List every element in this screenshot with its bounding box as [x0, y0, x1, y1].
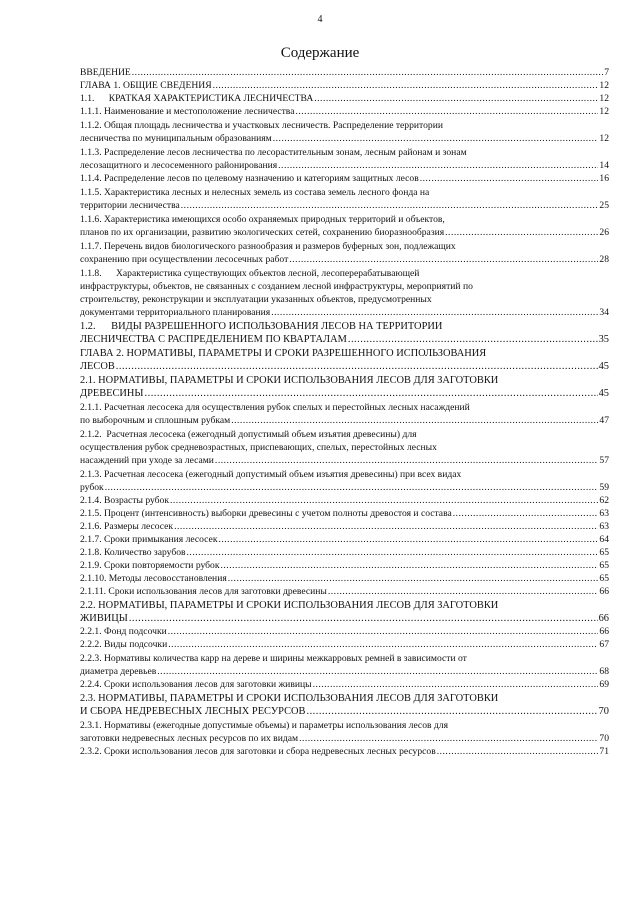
toc-entry-title: лесозащитного и лесосеменного районирования [80, 160, 278, 171]
toc-entry[interactable] [80, 625, 609, 638]
toc-entry-text: 1.1.7. Перечень видов биологического разнообразия и размеров буферных зон, подлежащих [80, 241, 456, 252]
toc-entry[interactable] [80, 507, 609, 520]
toc-entry-text: 1.1.2. Общая площадь лесничества и участковых лесничеств. Распределение территории [80, 120, 443, 131]
dot-leader [313, 678, 599, 691]
dot-leader [278, 159, 598, 172]
toc-entry-text: 2.3. НОРМАТИВЫ, ПАРАМЕТРЫ И СРОКИ ИСПОЛЬЗОВАНИЯ ЛЕСОВ ДЛЯ ЗАГОТОВКИ [80, 693, 499, 704]
dot-leader [420, 172, 599, 185]
toc-entry-title: ДРЕВЕСИНЫ [80, 388, 144, 399]
toc-entry[interactable] [80, 652, 609, 678]
toc-page-number: 68 [599, 666, 609, 677]
toc-page-number: 71 [599, 746, 609, 757]
toc-entry[interactable] [80, 119, 609, 145]
toc-entry-title: И СБОРА НЕДРЕВЕСНЫХ ЛЕСНЫХ РЕСУРСОВ [80, 706, 306, 717]
toc-entry-text: 1.1.5. Характеристика лесных и нелесных земель из состава земель лесного фонда на [80, 187, 430, 198]
toc-entry-text: 2.2.3. Нормативы количества карр на дереве и ширины межкарровых ремней в зависимости от [80, 653, 467, 664]
dot-leader [231, 414, 598, 427]
toc-entry-title: ГЛАВА 1. ОБЩИЕ СВЕДЕНИЯ [80, 80, 212, 91]
toc-entry-title: заготовки недревесных лесных ресурсов по их видам [80, 733, 299, 744]
toc-entry-title: по выборочным и сплошным рубкам [80, 415, 231, 426]
toc-entry-text: 2.1.2. Расчетная лесосека (ежегодный допустимый объем изъятия древесины) для [80, 429, 417, 440]
toc-page-number: 63 [599, 508, 609, 519]
toc-page-number: 12 [599, 80, 609, 91]
toc-entry-title: ЛЕСНИЧЕСТВА С РАСПРЕДЕЛЕНИЕМ ПО КВАРТАЛАМ [80, 334, 347, 345]
toc-entry-title: 2.1.4. Возрасты рубок [80, 495, 169, 506]
toc-entry[interactable] [80, 745, 609, 758]
toc-page-number: 25 [599, 200, 609, 211]
toc-entry[interactable] [80, 105, 609, 118]
dot-leader [221, 559, 599, 572]
toc-entry[interactable] [80, 572, 609, 585]
toc-entry-title: сохранению при осуществлении лесосечных работ [80, 254, 289, 265]
toc-page-number: 16 [599, 173, 609, 184]
dot-leader [289, 253, 598, 266]
toc-page-number: 12 [599, 133, 609, 144]
toc-page-number: 7 [604, 67, 609, 78]
toc-page-number: 57 [599, 455, 609, 466]
toc-entry-title: территории лесничества [80, 200, 180, 211]
toc-entry-text: 2.2. НОРМАТИВЫ, ПАРАМЕТРЫ И СРОКИ ИСПОЛЬЗОВАНИЯ ЛЕСОВ ДЛЯ ЗАГОТОВКИ [80, 600, 499, 611]
toc-page-number: 47 [599, 415, 609, 426]
dot-leader [213, 79, 599, 92]
toc-entry[interactable] [80, 546, 609, 559]
toc-page-number: 35 [598, 334, 609, 345]
toc-entry-text: 2.3.1. Нормативы (ежегодные допустимые объемы) и параметры использования лесов для [80, 720, 449, 731]
dot-leader [348, 333, 598, 346]
dot-leader [168, 638, 598, 651]
toc-page-number: 65 [599, 560, 609, 571]
toc-entry-title: диаметра деревьев [80, 666, 157, 677]
dot-leader [328, 585, 599, 598]
toc-entry-title: 2.1.8. Количество зарубов [80, 547, 186, 558]
toc-entry-title: ВВЕДЕНИЕ [80, 67, 131, 78]
toc-entry-title: 2.1.9. Сроки повторяемости рубок [80, 560, 220, 571]
toc-page-number: 34 [599, 307, 609, 318]
toc-page-number: 45 [598, 388, 609, 399]
toc-entry[interactable] [80, 468, 609, 494]
toc-entry[interactable] [80, 494, 609, 507]
dot-leader [271, 306, 598, 319]
dot-leader [116, 360, 598, 373]
toc-page-number: 62 [599, 495, 609, 506]
toc-entry-text: 2.1.3. Расчетная лесосека (ежегодный допустимый объем изъятия древесины) при всех видах [80, 469, 462, 480]
toc-entry[interactable] [80, 520, 609, 533]
toc-entry[interactable] [80, 638, 609, 651]
toc-entry[interactable] [80, 678, 609, 691]
toc-entry[interactable] [80, 401, 609, 427]
toc-entry-title: 2.2.1. Фонд подсочки [80, 626, 167, 637]
toc-page-number: 45 [598, 361, 609, 372]
toc-page-number: 26 [599, 227, 609, 238]
dot-leader [181, 199, 599, 212]
toc-entry-text: 2.1.1. Расчетная лесосека для осуществления рубок спелых и перестойных лесных насаждений [80, 402, 470, 413]
dot-leader [170, 494, 598, 507]
table-of-contents [80, 66, 609, 758]
toc-entry[interactable] [80, 692, 609, 718]
dot-leader [445, 226, 598, 239]
dot-leader [129, 612, 598, 625]
toc-entry-title: 2.1.11. Сроки использования лесов для заготовки древесины [80, 586, 327, 597]
dot-leader [132, 66, 603, 79]
toc-page-number: 70 [598, 706, 609, 717]
dot-leader [215, 454, 598, 467]
toc-entry-title: 2.2.4. Сроки использования лесов для заготовки живицы [80, 679, 312, 690]
toc-entry[interactable] [80, 533, 609, 546]
toc-page-number: 12 [599, 93, 609, 104]
toc-entry-title: 1.1.1. Наименование и местоположение лесничества [80, 106, 295, 117]
toc-entry-title: документами территориального планирования [80, 307, 271, 318]
toc-page-number: 66 [599, 586, 609, 597]
toc-entry[interactable] [80, 347, 609, 373]
toc-entry[interactable] [80, 240, 609, 266]
dot-leader [105, 481, 599, 494]
toc-entry[interactable] [80, 320, 609, 346]
dot-leader [145, 387, 598, 400]
toc-page-number: 69 [599, 679, 609, 690]
toc-page-number: 63 [599, 521, 609, 532]
toc-entry[interactable] [80, 559, 609, 572]
toc-entry-title: 1.1.4. Распределение лесов по целевому назначению и категориям защитных лесов [80, 173, 419, 184]
toc-entry-text: 1.1.8. Характеристика существующих объектов лесной, лесоперерабатывающей [80, 268, 420, 279]
toc-entry[interactable] [80, 92, 609, 105]
toc-entry[interactable] [80, 267, 609, 319]
toc-page-number: 70 [599, 733, 609, 744]
toc-entry-text: осуществления рубок средневозрастных, приспевающих, спелых, перестойных лесных [80, 442, 437, 453]
dot-leader [299, 732, 598, 745]
dot-leader [174, 520, 598, 533]
toc-entry[interactable] [80, 186, 609, 212]
toc-entry-text: 1.2. ВИДЫ РАЗРЕШЕННОГО ИСПОЛЬЗОВАНИЯ ЛЕСОВ НА ТЕРРИТОРИИ [80, 321, 443, 332]
toc-page-number: 66 [598, 613, 609, 624]
toc-entry[interactable] [80, 374, 609, 400]
dot-leader [437, 745, 599, 758]
dot-leader [314, 92, 598, 105]
toc-entry-title: 2.1.5. Процент (интенсивность) выборки древесины с учетом полноты древостоя и состава [80, 508, 452, 519]
toc-entry-title: 2.1.6. Размеры лесосек [80, 521, 174, 532]
toc-entry-text: 1.1.6. Характеристика имеющихся особо охраняемых природных территорий и объектов, [80, 214, 445, 225]
dot-leader [218, 533, 598, 546]
toc-entry-title: 2.1.7. Сроки примыкания лесосек [80, 534, 218, 545]
toc-entry[interactable] [80, 719, 609, 745]
toc-entry-text: ГЛАВА 2. НОРМАТИВЫ, ПАРАМЕТРЫ И СРОКИ РАЗРЕШЕННОГО ИСПОЛЬЗОВАНИЯ [80, 348, 487, 359]
toc-entry-text: 2.1. НОРМАТИВЫ, ПАРАМЕТРЫ И СРОКИ ИСПОЛЬЗОВАНИЯ ЛЕСОВ ДЛЯ ЗАГОТОВКИ [80, 375, 499, 386]
toc-page-number: 28 [599, 254, 609, 265]
dot-leader [306, 705, 597, 718]
toc-page-number: 59 [599, 482, 609, 493]
toc-entry-text: 1.1.3. Распределение лесов лесничества по лесорастительным зонам, лесным районам и зонам [80, 147, 467, 158]
toc-entry[interactable] [80, 599, 609, 625]
toc-page-number: 14 [599, 160, 609, 171]
toc-entry-title: 2.2.2. Виды подсочки [80, 639, 168, 650]
page-number: 4 [317, 14, 323, 25]
toc-title: Содержание [280, 45, 360, 61]
toc-entry-title: планов по их организации, развитию экологических сетей, сохранению биоразнообразия [80, 227, 445, 238]
toc-entry[interactable] [80, 79, 609, 92]
dot-leader [453, 507, 599, 520]
toc-entry-title: 1.1. КРАТКАЯ ХАРАКТЕРИСТИКА ЛЕСНИЧЕСТВА [80, 93, 314, 104]
toc-entry[interactable] [80, 213, 609, 239]
toc-entry-title: ЛЕСОВ [80, 361, 115, 372]
toc-entry-text: инфраструктуры, объектов, не связанных с созданием лесной инфраструктуры, мероприятий по [80, 281, 473, 292]
dot-leader [187, 546, 599, 559]
dot-leader [273, 132, 599, 145]
toc-page-number: 12 [599, 106, 609, 117]
toc-entry-title: ЖИВИЦЫ [80, 613, 128, 624]
toc-entry[interactable] [80, 66, 609, 79]
toc-entry[interactable] [80, 146, 609, 172]
toc-entry-title: насаждений при уходе за лесами [80, 455, 214, 466]
toc-page-number: 64 [599, 534, 609, 545]
toc-entry[interactable] [80, 428, 609, 467]
dot-leader [295, 105, 598, 118]
toc-page-number: 65 [599, 547, 609, 558]
toc-page-number: 65 [599, 573, 609, 584]
dot-leader [157, 665, 598, 678]
toc-entry-title: лесничества по муниципальным образованиям [80, 133, 272, 144]
toc-entry-title: 2.1.10. Методы лесовосстановления [80, 573, 227, 584]
toc-entry-title: 2.3.2. Сроки использования лесов для заготовки и сбора недревесных лесных ресурсов [80, 746, 436, 757]
dot-leader [168, 625, 599, 638]
toc-entry[interactable] [80, 172, 609, 185]
toc-entry[interactable] [80, 585, 609, 598]
toc-page-number: 66 [599, 626, 609, 637]
toc-page-number: 67 [599, 639, 609, 650]
dot-leader [228, 572, 599, 585]
toc-entry-title: рубок [80, 482, 104, 493]
toc-entry-text: строительству, реконструкции и эксплуатации указанных объектов, предусмотренных [80, 294, 432, 305]
